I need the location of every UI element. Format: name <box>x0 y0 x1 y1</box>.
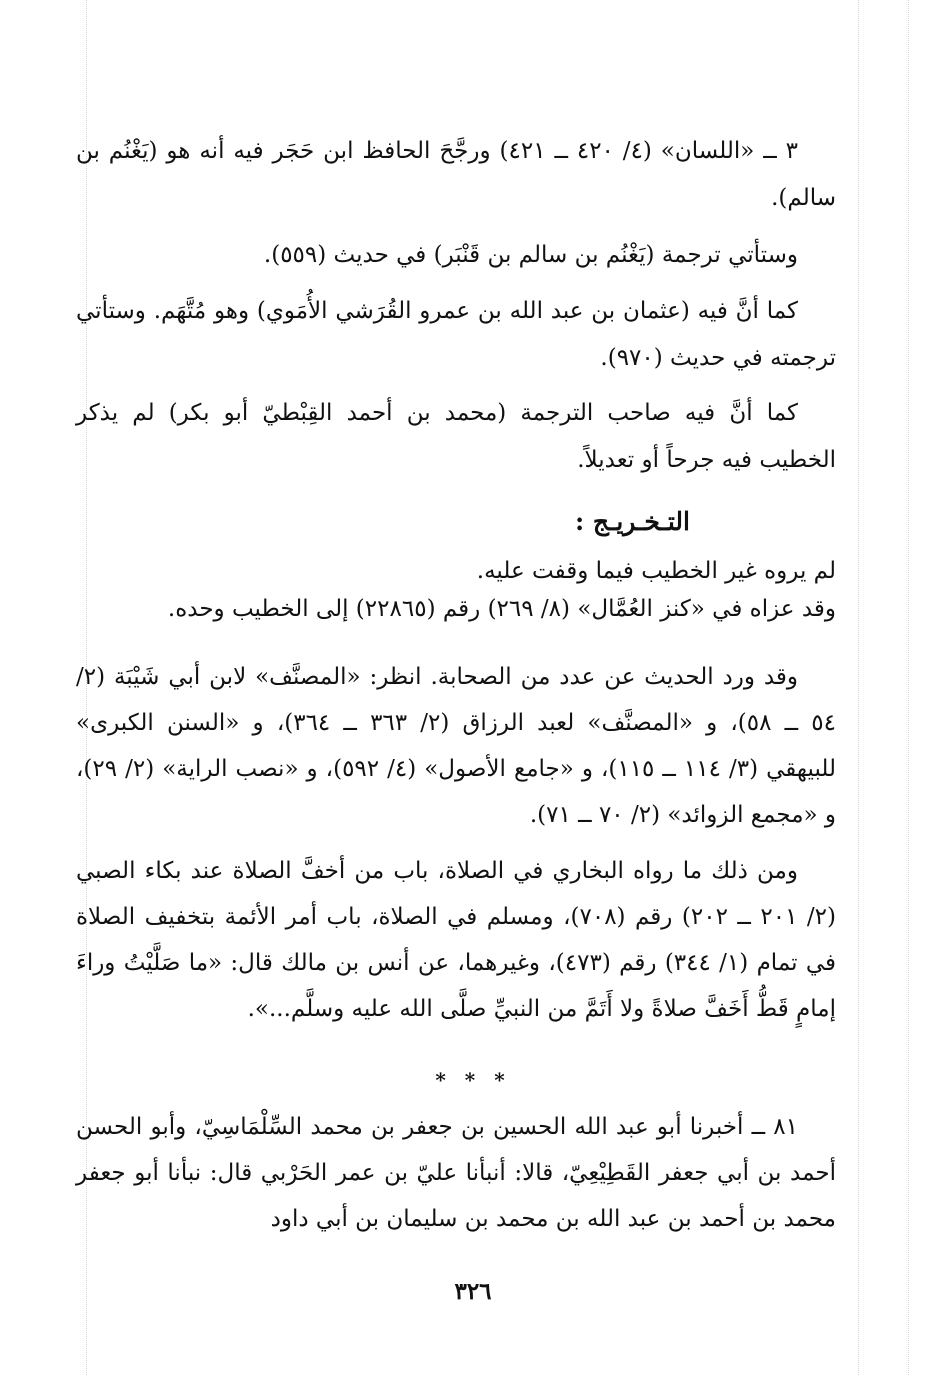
takhrij-section <box>76 552 836 628</box>
paragraph: ٣ ــ «اللسان» (٤/ ٤٢٠ ــ ٤٢١) ورجَّحَ الحافظ ابن حَجَر فيه أنه هو (يَغْنُم بن سالم). <box>76 138 836 211</box>
section-heading-takhrij: التـخـريـج : <box>574 507 690 536</box>
narrator-note-paragraph <box>76 288 836 382</box>
page-number: ٣٢٦ <box>454 1278 492 1305</box>
paragraph: كما أنَّ فيه (عثمان بن عبد الله بن عمرو القُرَشي الأُمَوي) وهو مُتَّهَم. وستأتي ترجمته في حديث (٩٧٠). <box>76 298 836 371</box>
paragraph: ٨١ ــ أخبرنا أبو عبد الله الحسين بن جعفر بن محمد السِّلْمَاسِيّ، وأبو الحسن أحمد بن أبي جعفر القَطِيْعِيّ، قالا: أنبأنا عليّ بن عمر الحَرْبي قال: نبأنا أبو جعفر محمد بن أحمد بن عبد الله بن محمد بن سليمان بن أبي داود <box>76 1114 836 1232</box>
paragraph: وستأتي ترجمة (يَغْنُم بن سالم بن قَنْبَر) في حديث (٥٥٩). <box>263 242 798 268</box>
takhrij-line: وقد عزاه في «كنز العُمَّال» (٨/ ٢٦٩) رقم (٢٢٨٦٥) إلى الخطيب وحده. <box>167 596 836 622</box>
bukhari-paragraph <box>76 848 836 1032</box>
section-separator: * * * <box>435 1068 511 1092</box>
footnote-item-3 <box>76 128 836 222</box>
paragraph: ومن ذلك ما رواه البخاري في الصلاة، باب من أخفَّ الصلاة عند بكاء الصبي (٢/ ٢٠١ ــ ٢٠٢) رقم (٧٠٨)، ومسلم في الصلاة، باب أمر الأئمة بتخفيف الصلاة في تمام (١/ ٣٤٤) رقم (٤٧٣)، وغيرهما، عن أنس بن مالك قال: «ما صَلَّيْتُ وراءَ إمامٍ قَطُّ أَخَفَّ صلاةً ولا أَتَمَّ من النبيِّ صلَّى الله عليه وسلَّم...». <box>76 858 836 1022</box>
cross-reference-paragraph <box>76 232 836 279</box>
paragraph: كما أنَّ فيه صاحب الترجمة (محمد بن أحمد القِبْطيّ أبو بكر) لم يذكر الخطيب فيه جرحاً أو تعديلاً. <box>76 400 836 473</box>
scan-guide-line <box>908 0 909 1375</box>
takhrij-line: لم يروه غير الخطيب فيما وقفت عليه. <box>476 558 836 584</box>
subject-narrator-paragraph <box>76 390 836 484</box>
sources-paragraph <box>76 654 836 838</box>
scan-guide-line <box>858 0 859 1375</box>
paragraph: وقد ورد الحديث عن عدد من الصحابة. انظر: «المصنَّف» لابن أبي شَيْبَة (٢/ ٥٤ ــ ٥٨)، و «المصنَّف» لعبد الرزاق (٢/ ٣٦٣ ــ ٣٦٤)، و «السنن الكبرى» للبيهقي (٣/ ١١٤ ــ ١١٥)، و «جامع الأصول» (٤/ ٥٩٢)، و «نصب الراية» (٢/ ٢٩)، و «مجمع الزوائد» (٢/ ٧٠ ــ ٧١). <box>76 664 837 828</box>
hadith-81-isnad <box>76 1104 836 1242</box>
